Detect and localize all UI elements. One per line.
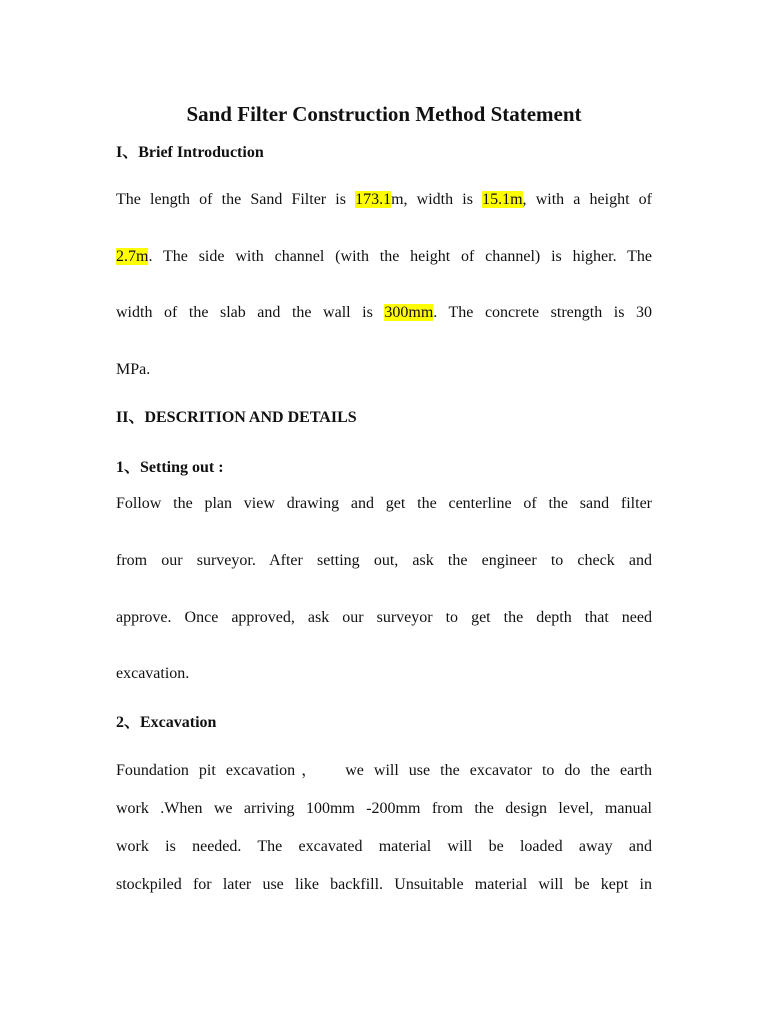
highlighted-thickness: 300mm (384, 304, 434, 321)
paragraph-line (116, 302, 652, 324)
subsection-heading-excavation: 2、Excavation (116, 714, 217, 731)
subsection-heading-setting-out: 1、Setting out : (116, 459, 224, 476)
text-run: . The side with channel (with the height of channel) is higher. The (148, 248, 652, 265)
paragraph-line (116, 246, 652, 268)
text-run: . The concrete strength is 30 (433, 304, 653, 321)
paragraph-line: excavation. (116, 665, 190, 682)
paragraph-line: stockpiled for later use like backfill. Unsuitable material will be kept in (116, 876, 652, 893)
paragraph-line: work .When we arriving 100mm -200mm from the design level, manual (116, 800, 652, 817)
paragraph-line: Follow the plan view drawing and get the centerline of the sand filter (116, 495, 652, 512)
text-run: , with a height of (522, 191, 652, 208)
text-run: Foundation pit excavation， (116, 762, 324, 779)
section-heading-brief-introduction: I、Brief Introduction (116, 144, 264, 161)
paragraph-line: approve. Once approved, ask our surveyor to get the depth that need (116, 609, 652, 626)
document-title: Sand Filter Construction Method Statement (186, 102, 582, 126)
paragraph-line (116, 189, 652, 211)
text-run: The length of the Sand Filter is (116, 191, 356, 208)
paragraph-line (116, 760, 652, 782)
highlighted-width: 15.1m (482, 191, 523, 208)
section-heading-description-and-details: II、DESCRITION AND DETAILS (116, 409, 357, 426)
paragraph-line: MPa. (116, 361, 151, 378)
highlighted-length: 173.1 (355, 191, 392, 208)
text-run: m, width is (391, 191, 483, 208)
text-run: width of the slab and the wall is (116, 304, 385, 321)
paragraph-line: from our surveyor. After setting out, ask the engineer to check and (116, 552, 652, 569)
highlighted-height: 2.7m (116, 248, 149, 265)
paragraph-line: work is needed. The excavated material will be loaded away and (116, 838, 652, 855)
text-run: we will use the excavator to do the earth (345, 762, 652, 779)
